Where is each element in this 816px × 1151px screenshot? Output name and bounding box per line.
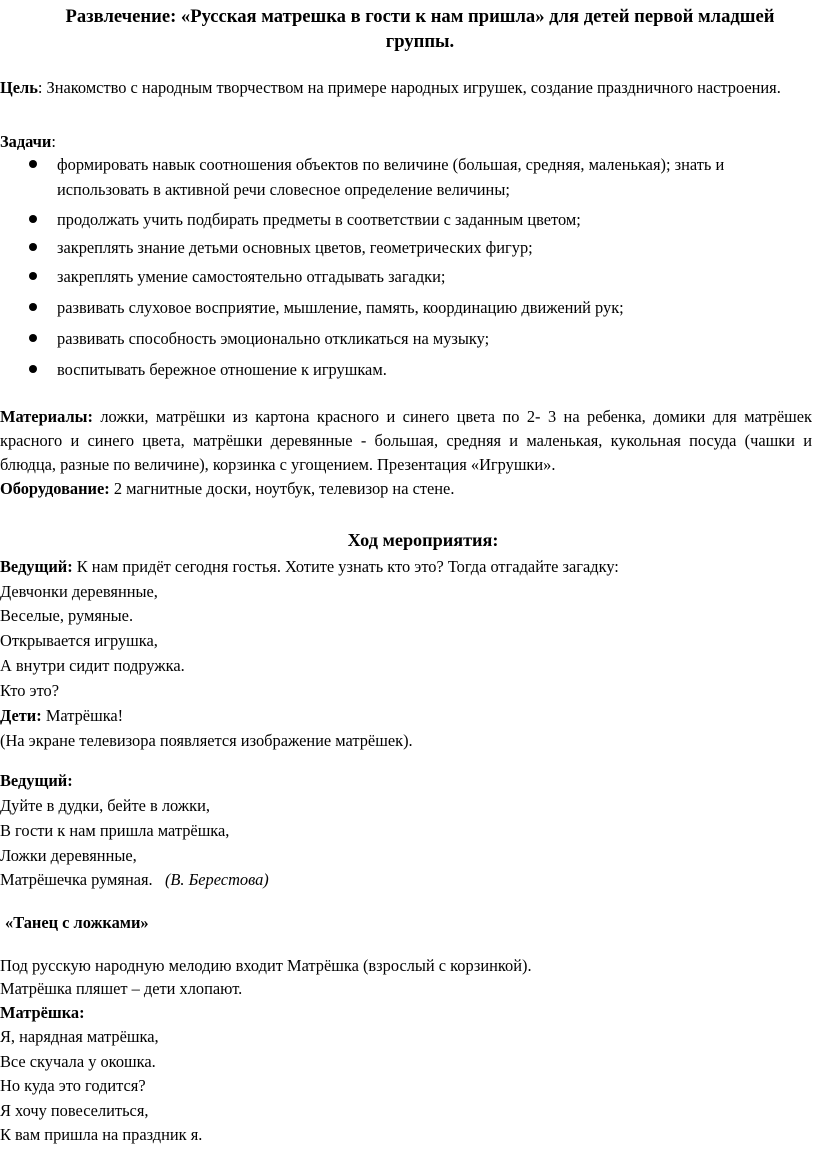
task-item: развивать слуховое восприятие, мышление, память, координацию движений рук; [57, 298, 624, 317]
matryoshka-poem-line: К вам пришла на праздник я. [0, 1125, 203, 1144]
materials-label: Материалы: [0, 407, 93, 426]
bullet-icon [29, 303, 37, 311]
bullet-icon [29, 272, 37, 280]
host-line: Ведущий: К нам придёт сегодня гостья. Хотите узнать кто это? Тогда отгадайте загадку: [0, 557, 619, 576]
tasks-label: Задачи [0, 132, 52, 151]
task-item: закреплять знание детьми основных цветов, геометрических фигур; [57, 238, 533, 257]
tasks-heading: Задачи: [0, 132, 56, 151]
matryoshka-poem-line: Но куда это годится? [0, 1076, 146, 1095]
task-item: формировать навык соотношения объектов по величине (большая, средняя, маленькая); знать и использовать в активной речи словесное определение величины; [57, 155, 725, 199]
bullet-icon [29, 365, 37, 373]
riddle-line: Кто это? [0, 681, 59, 700]
poem-author: (В. Берестова) [164, 870, 269, 889]
bullet-icon [29, 334, 37, 342]
riddle-line: Девчонки деревянные, [0, 582, 158, 601]
task-item: развивать способность эмоционально откликаться на музыку; [57, 329, 490, 348]
task-item: закреплять умение самостоятельно отгадывать загадки; [57, 267, 446, 286]
poem-line: В гости к нам пришла матрёшка, [0, 821, 230, 840]
riddle-line: А внутри сидит подружка. [0, 656, 185, 675]
equipment-label: Оборудование: [0, 479, 110, 498]
bullet-icon [29, 215, 37, 223]
matryoshka-poem-line: Все скучала у окошка. [0, 1052, 156, 1071]
document-title: Развлечение: «Русская матрешка в гости к нам пришла» для детей первой младшей группы. [65, 6, 775, 52]
goal-text: : Знакомство с народным творчеством на примере народных игрушек, создание праздничного настроения. [37, 78, 781, 97]
host-label: Ведущий: [0, 557, 73, 576]
poem-line: Дуйте в дудки, бейте в ложки, [0, 796, 210, 815]
goal-label: Цель [0, 78, 38, 97]
bullet-icon [29, 160, 37, 168]
kids-line: Дети: Матрёшка! [0, 706, 124, 725]
matryoshka-poem-line: Я хочу повеселиться, [0, 1101, 149, 1120]
equipment-text: 2 магнитные доски, ноутбук, телевизор на стене. [109, 479, 455, 498]
section-heading: Ход мероприятия: [347, 530, 499, 550]
host-label-2: Ведущий: [0, 771, 73, 790]
riddle-line: Открывается игрушка, [0, 631, 158, 650]
bullet-icon [29, 243, 37, 251]
dance-title: «Танец с ложками» [5, 913, 149, 932]
matryoshka-label: Матрёшка: [0, 1003, 85, 1022]
stage-direction: Матрёшка пляшет – дети хлопают. [0, 979, 243, 998]
equipment-paragraph [0, 478, 812, 500]
kids-label: Дети: [0, 706, 42, 725]
materials-paragraph [0, 405, 812, 477]
materials-text: ложки, матрёшки из картона красного и синего цвета по 2- 3 на ребенка, домики для матрёшек красного и синего цвета, матрёшки деревянные - большая, средняя и маленькая, кукольная посуда (чашки и блюдца, разные по величине), корзинка с угощением. Презентация «Игрушки». [0, 407, 812, 474]
task-item: воспитывать бережное отношение к игрушкам. [57, 360, 387, 379]
stage-direction: Под русскую народную мелодию входит Матрёшка (взрослый с корзинкой). [0, 956, 532, 975]
poem-line-last: Матрёшечка румяная. (В. Берестова) [0, 870, 269, 889]
matryoshka-poem-line: Я, нарядная матрёшка, [0, 1027, 159, 1046]
stage-note: (На экране телевизора появляется изображение матрёшек). [0, 731, 413, 750]
poem-line: Ложки деревянные, [0, 846, 137, 865]
goal-paragraph [0, 77, 812, 99]
riddle-line: Веселые, румяные. [0, 606, 134, 625]
task-item: продолжать учить подбирать предметы в соответствии с заданным цветом; [57, 210, 581, 229]
